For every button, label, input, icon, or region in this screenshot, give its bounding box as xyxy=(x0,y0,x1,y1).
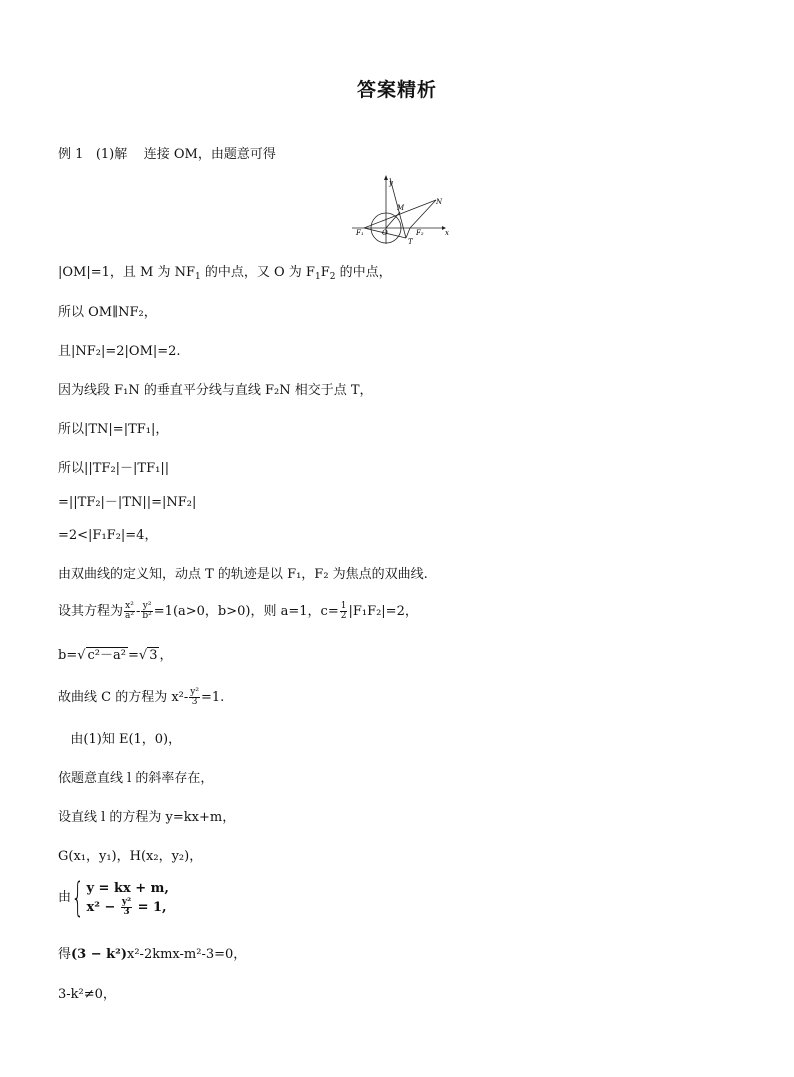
frac-den: 3 xyxy=(191,697,198,707)
hyperbola-figure xyxy=(350,172,450,246)
frac-num: 1 xyxy=(340,601,347,611)
line-6: 所以||TF₂|－|TF₁|| xyxy=(58,461,170,476)
example-header xyxy=(58,146,276,164)
line-18-part-c: x²-2kmx-m²-3=0， xyxy=(127,947,247,962)
frac-den: b² xyxy=(142,611,152,621)
label-o: O xyxy=(382,229,388,237)
label-t: T xyxy=(408,238,413,246)
frac-num: x² xyxy=(125,601,134,611)
sqrt-c2-a2: c²－a² xyxy=(87,648,126,663)
line-15: 设直线 l 的方程为 y=kx+m， xyxy=(58,810,236,825)
label-x: x xyxy=(445,229,449,237)
system-row-1: y = kx + m, xyxy=(86,880,169,896)
line-1-part-a: |OM|=1，且 M 为 NF xyxy=(58,265,195,280)
line-14: 依题意直线 l 的斜率存在， xyxy=(58,771,214,786)
line-16: G(x₁，y₁)，H(x₂，y₂)， xyxy=(58,849,203,864)
frac-den: 3 xyxy=(123,906,130,917)
line-11: b=√ c²－a² =√ 3 ， xyxy=(58,648,173,663)
system-row-2-part-b: = 1, xyxy=(137,899,167,915)
line-f2-n xyxy=(410,200,436,228)
line-19: 3-k²≠0， xyxy=(58,987,116,1002)
line-18-part-b: (3 − k²) xyxy=(71,947,128,962)
frac-y2-3-sys xyxy=(121,898,132,917)
line-1-part-c: 的中点， xyxy=(339,265,392,280)
line-f2-t xyxy=(406,228,410,238)
example-label: 例 1 xyxy=(58,147,84,162)
line-18 xyxy=(58,946,246,964)
line-1-part-b: 的中点，又 O 为 F xyxy=(204,265,315,280)
line-11-part-a: b= xyxy=(58,648,78,663)
intro-text: 连接 OM，由题意可得 xyxy=(143,147,276,162)
frac-den: 2 xyxy=(340,611,347,621)
line-3: 且|NF₂|=2|OM|=2. xyxy=(58,344,181,359)
line-4: 因为线段 F₁N 的垂直平分线与直线 F₂N 相交于点 T， xyxy=(58,383,373,398)
line-10: 设其方程为 $\frac{\text{x²}}{\text{a²}}$ - $\frac{\text{y²}}{\text{b²}}$ =1(a>0，b>0)，则 a=1，c= $\frac{1}{2}$ |F₁F₂|=2， xyxy=(58,601,418,621)
label-f1: F₁ xyxy=(356,229,364,237)
system-row-2-part-a: x² − xyxy=(86,899,116,915)
line-9: 由双曲线的定义知，动点 T 的轨迹是以 F₁，F₂ 为焦点的双曲线. xyxy=(58,567,428,582)
part1-label: (1)解 xyxy=(95,147,128,162)
label-n: N xyxy=(436,198,443,206)
line-12 xyxy=(58,688,224,707)
line-7: =||TF₂|－|TN||=|NF₂| xyxy=(58,495,197,510)
line-17-system xyxy=(58,875,169,921)
line-10-part-a: 设其方程为 xyxy=(58,604,124,619)
page-title: 答案精析 xyxy=(356,79,437,101)
line-12-part-a: 故曲线 C 的方程为 x²- xyxy=(58,690,189,705)
frac-one-half xyxy=(340,602,348,621)
line-13-text: 由(1)知 E(1，0)， xyxy=(70,732,182,747)
system-prefix: 由 xyxy=(58,890,72,905)
frac-num: y² xyxy=(142,601,152,611)
label-m: M xyxy=(397,204,405,212)
line-13 xyxy=(58,731,181,749)
system-row-2 xyxy=(86,898,168,917)
frac-den: a² xyxy=(125,611,134,621)
sqrt-3: 3 xyxy=(149,648,158,663)
label-f2: F₂ xyxy=(416,229,424,237)
equation-system xyxy=(58,875,169,921)
frac-y2-b2 xyxy=(141,602,152,621)
line-1: |OM|=1，且 M 为 $NF_1$ 的中点，又 O 为 $F_1F_2$ 的中点， xyxy=(58,265,392,282)
frac-num: y² xyxy=(190,687,199,697)
line-2: 所以 OM∥NF₂， xyxy=(58,305,157,320)
label-y: y xyxy=(389,179,393,187)
y-axis-arrow xyxy=(384,175,388,180)
line-11-part-e: ， xyxy=(159,648,173,663)
left-brace-icon: { xyxy=(71,875,85,921)
frac-x2-a2 xyxy=(124,602,135,621)
line-12-part-b: =1. xyxy=(200,690,225,705)
frac-y2-3 xyxy=(189,688,200,707)
line-10-part-b: =1(a>0，b>0)，则 a=1，c= xyxy=(153,604,339,619)
frac-num: y² xyxy=(121,896,132,907)
line-18-part-a: 得 xyxy=(58,947,72,962)
line-10-part-c: |F₁F₂|=2， xyxy=(348,604,418,619)
line-5: 所以|TN|=|TF₁|， xyxy=(58,422,169,437)
line-8: =2<|F₁F₂|=4， xyxy=(58,528,158,543)
system-rows xyxy=(86,880,168,917)
line-11-part-c: = xyxy=(127,648,139,663)
